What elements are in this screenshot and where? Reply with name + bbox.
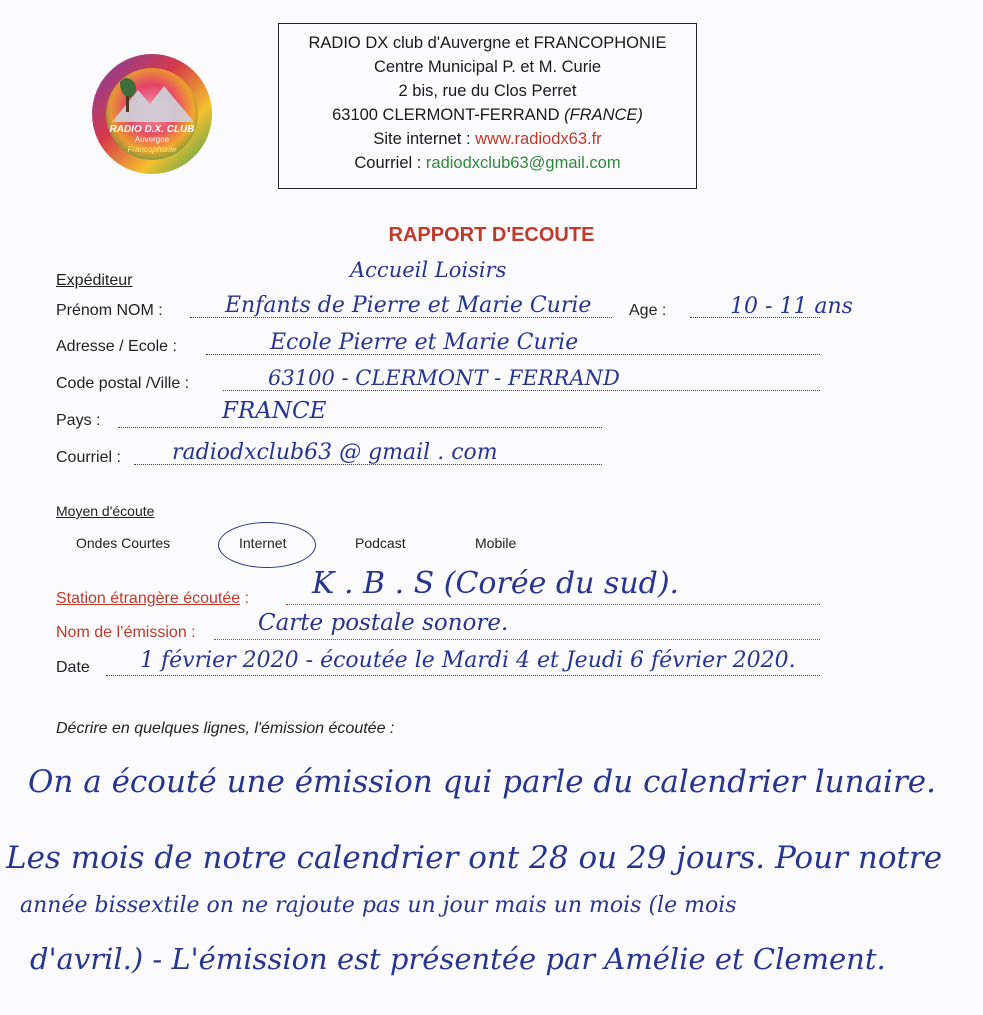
station-value[interactable]: K . B . S (Corée du sud). bbox=[312, 566, 680, 601]
address-value[interactable]: Ecole Pierre et Marie Curie bbox=[270, 330, 579, 355]
program-label: Nom de l’émission : bbox=[56, 624, 196, 641]
logo-text-1: RADIO D.X. CLUB bbox=[109, 124, 195, 135]
program-dots bbox=[214, 639, 820, 640]
description-prompt: Décrire en quelques lignes, l'émission écoutée : bbox=[56, 720, 395, 737]
club-country: (FRANCE) bbox=[564, 106, 643, 124]
website-label: Site internet : bbox=[373, 130, 476, 148]
date-value[interactable]: 1 février 2020 - écoutée le Mardi 4 et Jeudi 6 février 2020. bbox=[140, 648, 796, 673]
club-website bbox=[279, 127, 696, 151]
logo-text-2: Auvergne bbox=[134, 135, 170, 144]
option-shortwave[interactable]: Ondes Courtes bbox=[76, 535, 171, 551]
logo-text-3: Francophonie bbox=[127, 145, 177, 154]
option-podcast[interactable]: Podcast bbox=[355, 535, 406, 551]
date-dots bbox=[106, 675, 820, 676]
name-value[interactable]: Enfants de Pierre et Marie Curie bbox=[225, 293, 592, 318]
postal-value[interactable]: 63100 - CLERMONT - FERRAND bbox=[268, 366, 620, 390]
selected-option-circle bbox=[218, 522, 316, 568]
country-value[interactable]: FRANCE bbox=[222, 398, 327, 424]
station-label-colon: : bbox=[240, 590, 250, 607]
club-email bbox=[279, 151, 696, 175]
description-line-4[interactable]: d'avril.) - L'émission est présentée par Amélie et Clement. bbox=[30, 942, 886, 976]
club-address-box bbox=[278, 23, 697, 189]
club-city bbox=[279, 103, 696, 127]
country-label: Pays : bbox=[56, 412, 101, 429]
program-value[interactable]: Carte postale sonore. bbox=[258, 610, 509, 636]
listening-section-label: Moyen d'écoute bbox=[56, 503, 155, 519]
club-center: Centre Municipal P. et M. Curie bbox=[373, 58, 602, 76]
postal-label: Code postal /Ville : bbox=[56, 375, 190, 392]
date-label: Date bbox=[56, 659, 90, 676]
age-value[interactable]: 10 - 11 ans bbox=[730, 294, 853, 319]
club-logo-graphic bbox=[90, 52, 214, 176]
report-title: RAPPORT D'ECOUTE bbox=[388, 224, 595, 246]
name-label: Prénom NOM : bbox=[56, 302, 163, 319]
option-internet[interactable]: Internet bbox=[239, 535, 287, 551]
club-name: RADIO DX club d'Auvergne et FRANCOPHONIE bbox=[308, 34, 667, 52]
age-label: Age : bbox=[629, 302, 667, 319]
description-line-1[interactable]: On a écouté une émission qui parle du calendrier lunaire. bbox=[28, 764, 936, 800]
sender-section-label: Expéditeur bbox=[56, 272, 133, 289]
name-above-value: Accueil Loisirs bbox=[350, 258, 507, 282]
address-label: Adresse / Ecole : bbox=[56, 338, 177, 355]
description-line-2[interactable]: Les mois de notre calendrier ont 28 ou 29 jours. Pour notre bbox=[6, 840, 943, 876]
email-link[interactable]: radiodxclub63@gmail.com bbox=[425, 154, 621, 172]
postal-dots bbox=[223, 390, 820, 391]
country-dots bbox=[118, 427, 602, 428]
description-line-3[interactable]: année bissextile on ne rajoute pas un jour mais un mois (le mois bbox=[20, 893, 737, 918]
option-mobile[interactable]: Mobile bbox=[475, 535, 517, 551]
email-label: Courriel : bbox=[354, 154, 426, 172]
email-field-label: Courriel : bbox=[56, 449, 121, 466]
station-label bbox=[56, 590, 249, 608]
email-value[interactable]: radiodxclub63 @ gmail . com bbox=[172, 440, 498, 465]
station-label-text: Station étrangère écoutée bbox=[56, 590, 241, 607]
club-logo bbox=[90, 52, 214, 176]
club-street: 2 bis, rue du Clos Perret bbox=[398, 82, 577, 100]
station-dots bbox=[286, 604, 820, 605]
club-city-text: 63100 CLERMONT-FERRAND bbox=[332, 106, 565, 124]
website-link[interactable]: www.radiodx63.fr bbox=[475, 130, 602, 148]
